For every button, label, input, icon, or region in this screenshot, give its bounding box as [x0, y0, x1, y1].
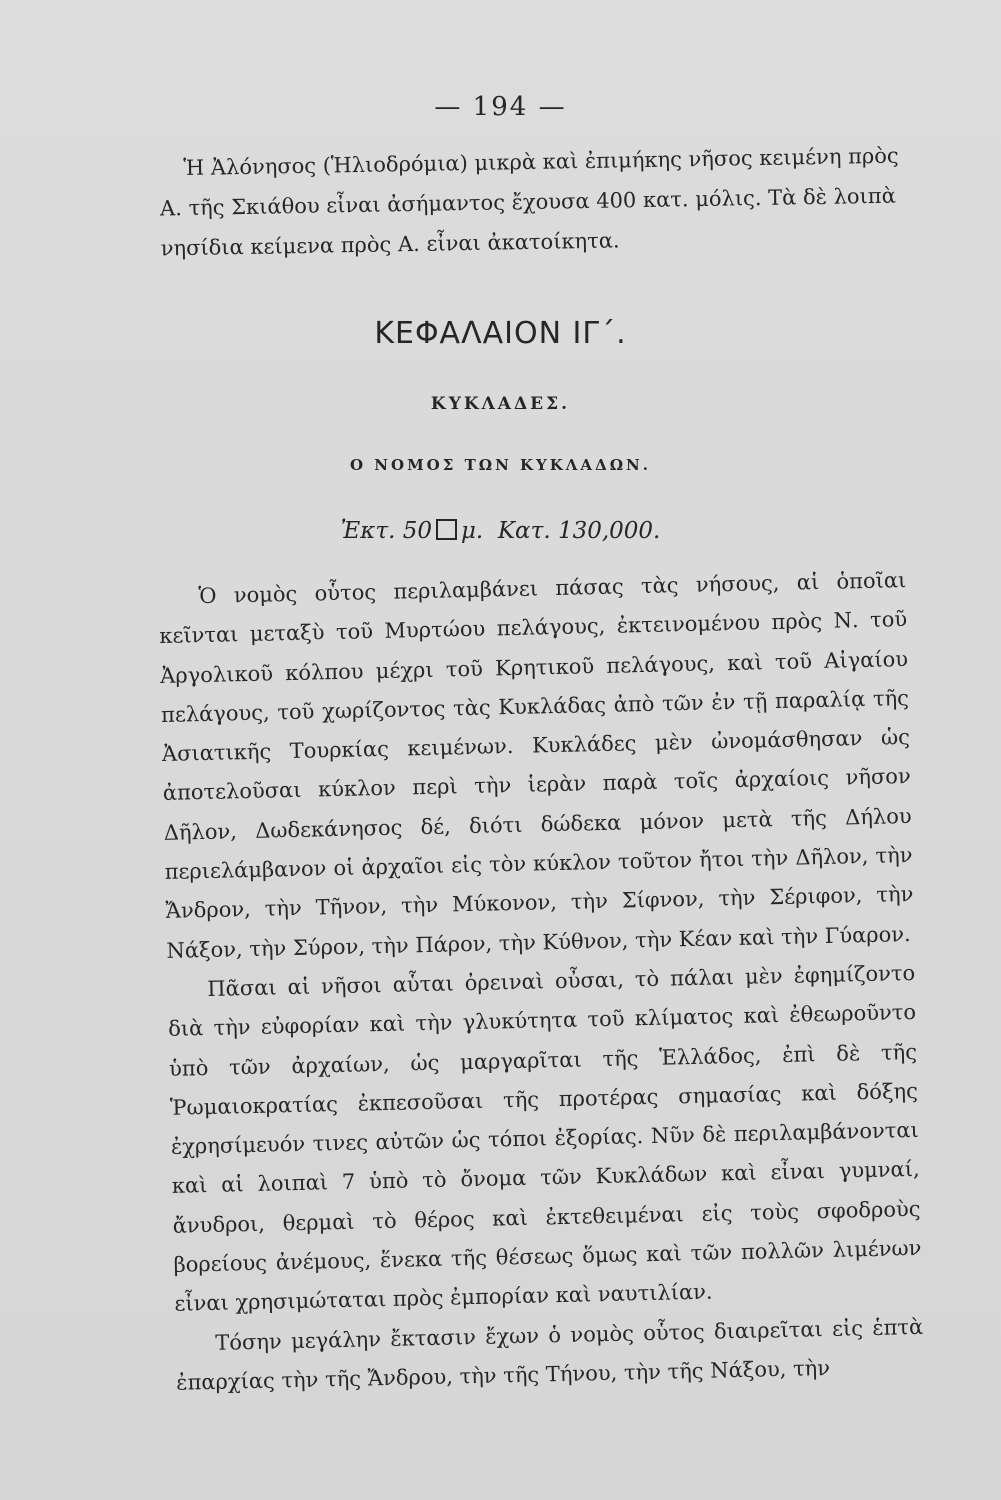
section-title: ΚΥΚΛΑΔΕΣ.: [430, 394, 571, 414]
area-unit: μ.: [460, 518, 484, 544]
body-paragraph: Πᾶσαι αἱ νῆσοι αὗται ὀρειναὶ οὖσαι, τὸ πάλαι μὲν ἐφημίζοντο διὰ τὴν εὐφορίαν καὶ τὴν γλυκύτητα τοῦ κλίματος καὶ ἐθεωροῦντο ὑπὸ τῶν ἀρχαίων, ὡς μαργαρῖται τῆς Ἑλλάδος, ἐπὶ δὲ τῆς Ῥωμαιοκρατίας ἐκπεσοῦσαι τῆς προτέρας σημασίας καὶ δόξης ἐχρησίμευόν τινες αὐτῶν ὡς τόποι ἐξορίας. Νῦν δὲ περιλαμβάνονται καὶ αἱ λοιπαὶ 7 ὑπὸ τὸ ὄνομα τῶν Κυκλάδων καὶ εἶναι γυμναί, ἄνυδροι, θερμαὶ τὸ θέρος καὶ ἐκτεθειμέναι εἰς τοὺς σφοδροὺς βορείους ἀνέμους, ἕνεκα τῆς θέσεως ὅμως καὶ τῶν πολλῶν λιμένων εἶναι χρησιμώταται πρὸς ἐμπορίαν καὶ ναυτιλίαν.: [167, 960, 922, 1317]
intro-paragraph: Ἡ Ἀλόνησος (Ἡλιοδρόμια) μικρὰ καὶ ἐπιμήκης νῆσος κειμένη πρὸς Α. τῆς Σκιάθου εἶναι ἀσήμαντος ἔχουσα 400 κατ. μόλις. Τὰ δὲ λοιπὰ νησίδια κείμενα πρὸς Α. εἶναι ἀκατοίκητα.: [159, 143, 899, 261]
area-label: Ἐκτ.: [340, 518, 396, 544]
population-value: 130,000.: [557, 518, 661, 544]
area-population-line: [0, 518, 1001, 544]
body-text: [158, 561, 925, 1403]
page-number: — 194 —: [434, 92, 567, 122]
body-paragraph: Τόσην μεγάλην ἔκτασιν ἔχων ὁ νομὸς οὗτος διαιρεῖται εἰς ἑπτὰ ἐπαρχίας τὴν τῆς Ἄνδρου, τὴν τῆς Τήνου, τὴν τῆς Νάξου, τὴν: [175, 1314, 924, 1395]
area-value: 50: [402, 518, 432, 544]
chapter-title: ΚΕΦΑΛΑΙΟΝ ΙΓ΄.: [374, 316, 627, 351]
population-label: Κατ.: [497, 518, 551, 544]
body-paragraph: Ὁ νομὸς οὗτος περιλαμβάνει πάσας τὰς νήσους, αἱ ὁποῖαι κεῖνται μεταξὺ τοῦ Μυρτώου πελάγους, ἐκτεινομένου πρὸς Ν. τοῦ Ἀργολικοῦ κόλπου μέχρι τοῦ Κρητικοῦ πελάγους, καὶ τοῦ Αἰγαίου πελάγους, τοῦ χωρίζοντος τὰς Κυκλάδας ἀπὸ τῶν ἐν τῇ παραλίᾳ τῆς Ἀσιατικῆς Τουρκίας κειμένων. Κυκλάδες μὲν ὠνομάσθησαν ὡς ἀποτελοῦσαι κύκλον περὶ τὴν ἱερὰν παρὰ τοῖς ἀρχαίοις νῆσον Δῆλον, Δωδεκάνησος δέ, διότι δώδεκα μόνον μετὰ τῆς Δήλου περιελάμβανον οἱ ἀρχαῖοι εἰς τὸν κύκλον τοῦτον ἤτοι τὴν Δῆλον, τὴν Ἄνδρον, τὴν Τῆνον, τὴν Μύκονον, τὴν Σίφνον, τὴν Σέριφον, τὴν Νάξον, τὴν Σύρον, τὴν Πάρον, τὴν Κύθνον, τὴν Κέαν καὶ τὴν Γύαρον.: [159, 568, 914, 963]
intro-paragraph-block: [159, 136, 901, 269]
subsection-title: Ο ΝΟΜΟΣ ΤΩΝ ΚΥΚΛΑΔΩΝ.: [350, 456, 651, 474]
square-unit-icon: [436, 519, 457, 540]
